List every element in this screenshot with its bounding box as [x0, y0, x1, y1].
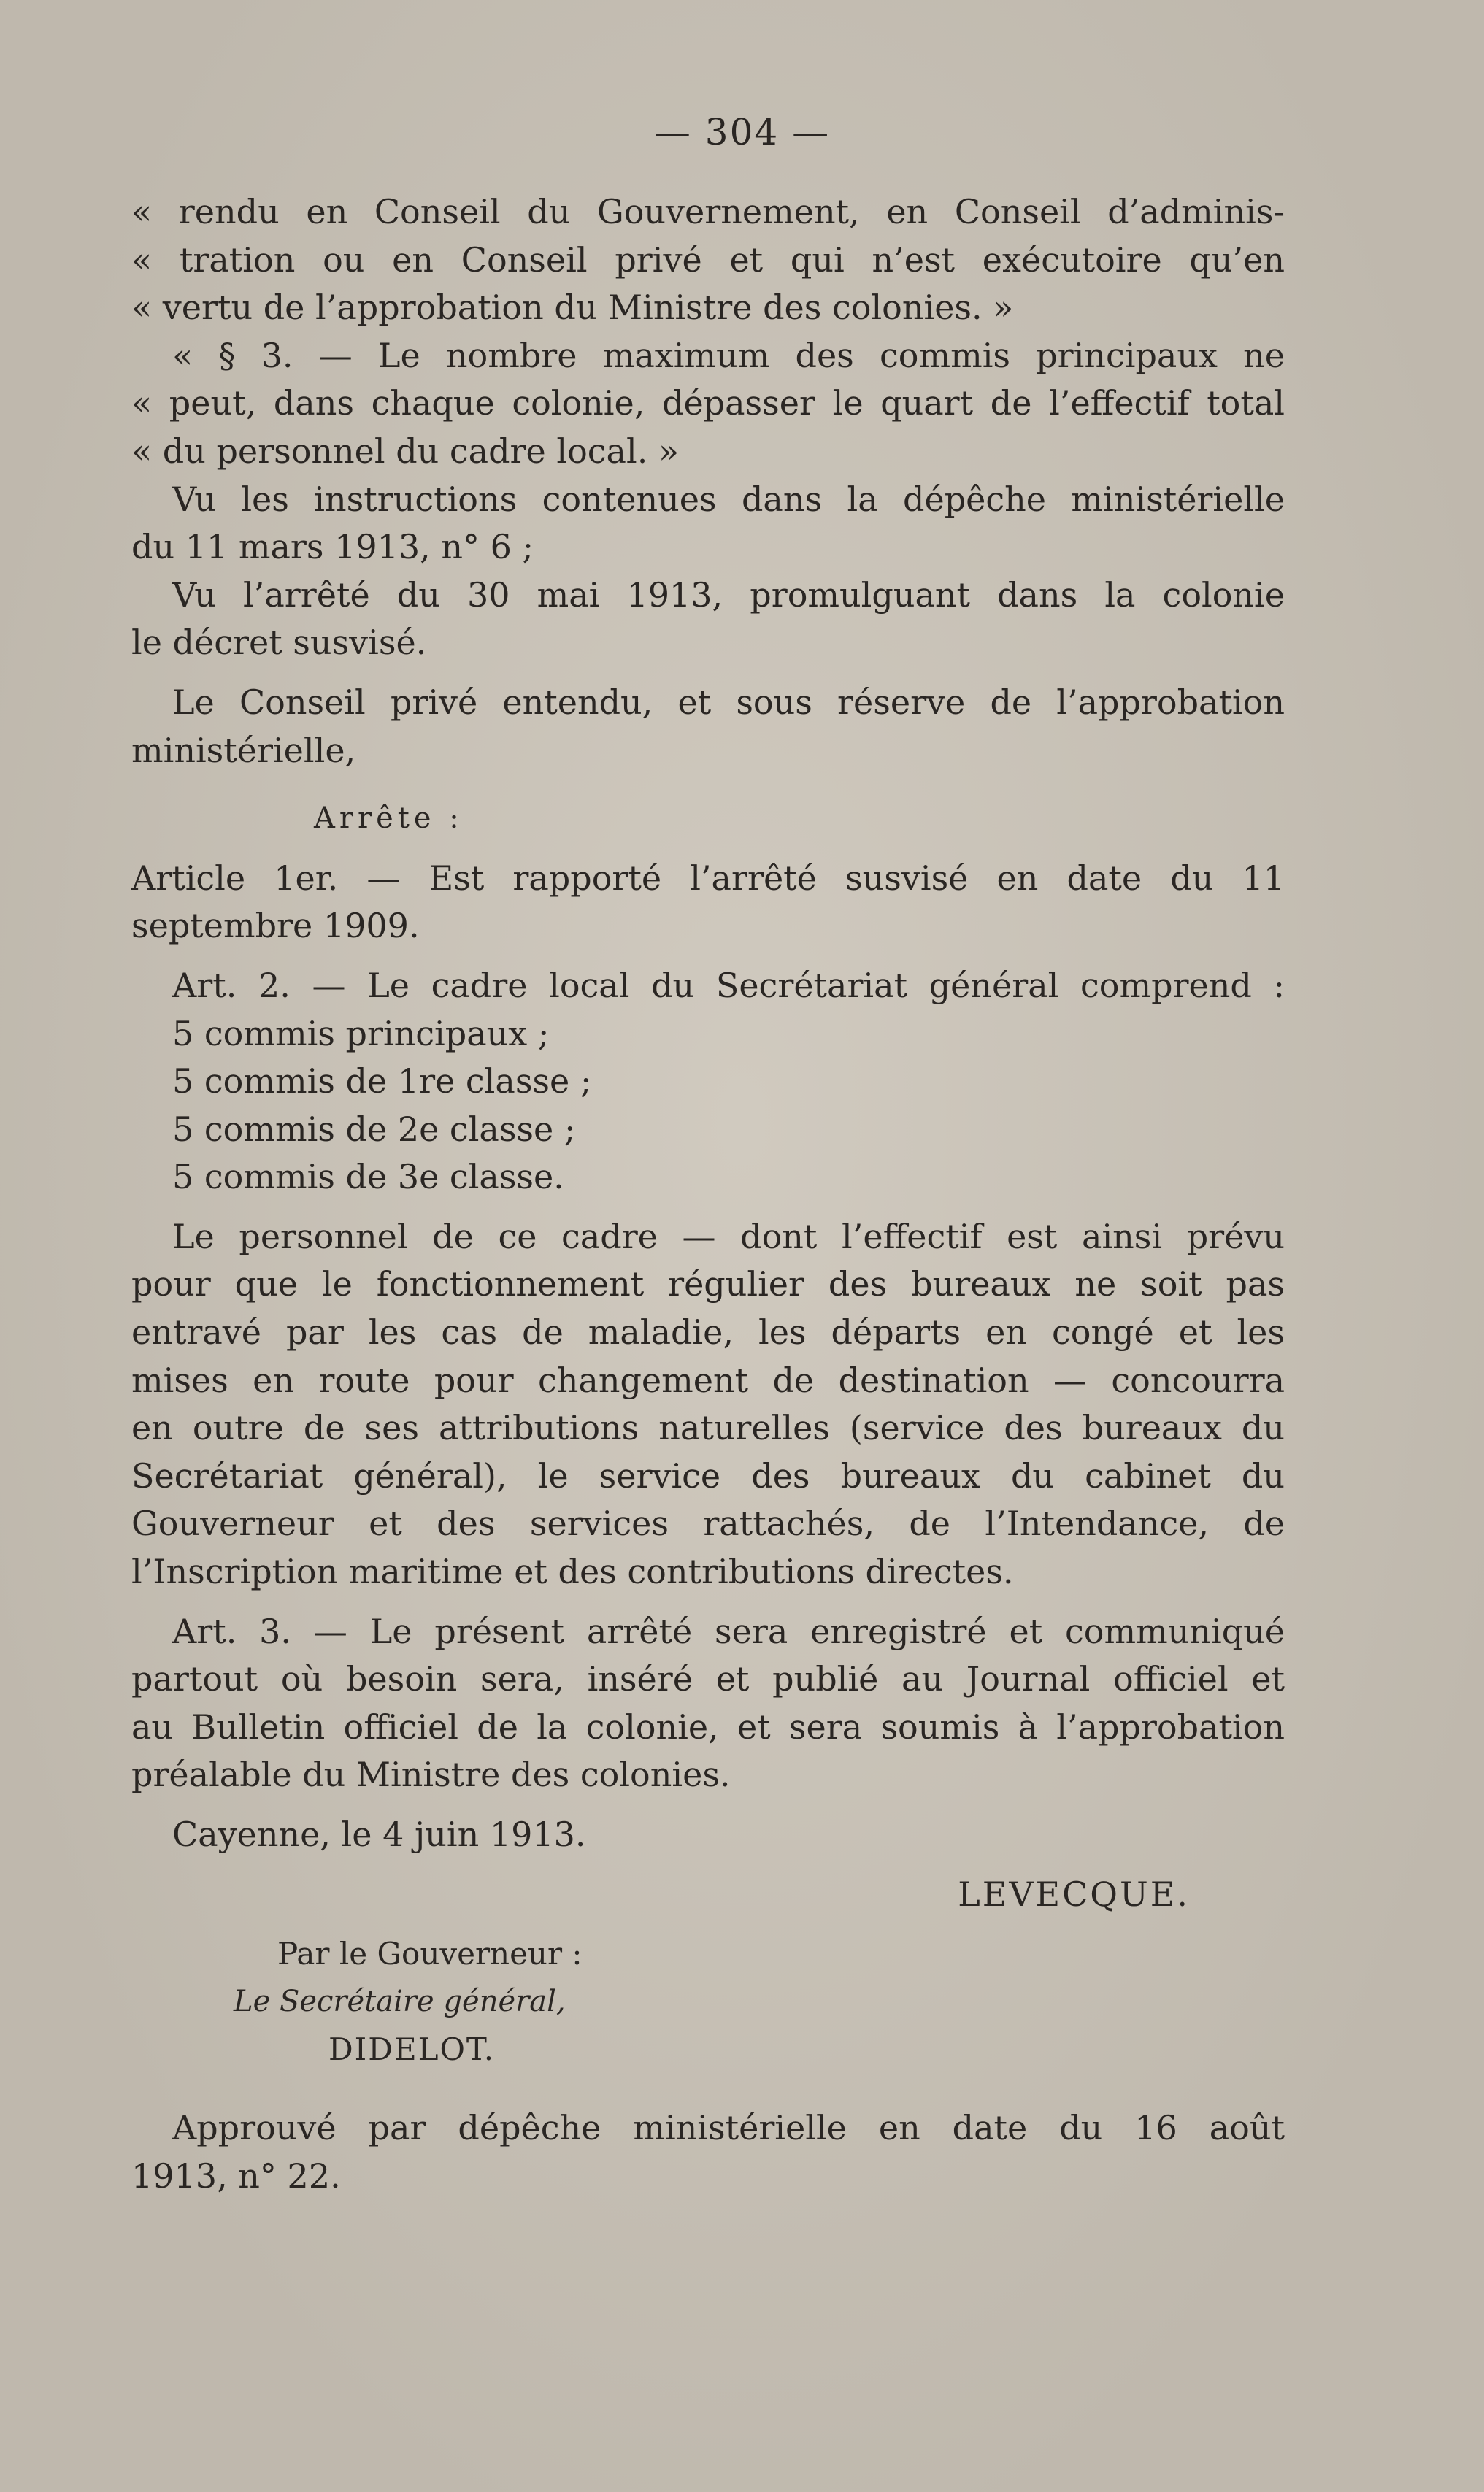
text-line: « vertu de l’approbation du Ministre des colonies. » — [131, 288, 1014, 328]
text-line: Le personnel de ce cadre — dont l’effectif est ainsi prévu — [172, 1216, 1285, 1256]
text-line: Art. 3. — Le présent arrêté sera enregistré et communiqué — [172, 1611, 1285, 1651]
list-item: 5 commis de 3e classe. — [172, 1157, 564, 1197]
list-item: 5 commis de 2e classe ; — [172, 1109, 576, 1149]
text-line: partout où besoin sera, inséré et publié au Journal officiel et — [131, 1659, 1285, 1699]
text-line: Vu les instructions contenues dans la dépêche ministérielle — [172, 479, 1285, 519]
text-line: Secrétariat général), le service des bureaux du cabinet du — [131, 1455, 1285, 1496]
text-line: « peut, dans chaque colonie, dépasser le quart de l’effectif total — [131, 383, 1285, 423]
text-line: du 11 mars 1913, n° 6 ; — [131, 527, 534, 567]
heading-arrete: Arrête : — [314, 801, 464, 836]
text-line: préalable du Ministre des colonies. — [131, 1755, 731, 1795]
list-item: 5 commis principaux ; — [172, 1013, 550, 1053]
text-line: mises en route pour changement de destination — concourra — [131, 1360, 1285, 1400]
signature-title: Le Secrétaire général, — [234, 1984, 566, 2018]
signature-secretary: DIDELOT. — [328, 2031, 496, 2068]
signature-line: Par le Gouverneur : — [277, 1936, 583, 1972]
text-line: entravé par les cas de maladie, les départs en congé et les — [131, 1312, 1285, 1353]
text-line: Le Conseil privé entendu, et sous réserve de l’approbation — [172, 682, 1285, 722]
text-line: l’Inscription maritime et des contributions directes. — [131, 1552, 1014, 1592]
text-line: le décret susvisé. — [131, 623, 427, 663]
text-line: Gouverneur et des services rattachés, de l’Intendance, de — [131, 1504, 1285, 1544]
list-item: 5 commis de 1re classe ; — [172, 1061, 592, 1101]
text-line: pour que le fonctionnement régulier des bureaux ne soit pas — [131, 1264, 1285, 1304]
text-line: Vu l’arrêté du 30 mai 1913, promulguant dans la colonie — [172, 574, 1285, 615]
text-line: Art. 2. — Le cadre local du Secrétariat général comprend : — [172, 965, 1285, 1005]
text-line: Approuvé par dépêche ministérielle en date du 16 août — [172, 2107, 1285, 2147]
text-line: 1913, n° 22. — [131, 2155, 341, 2196]
text-line: « § 3. — Le nombre maximum des commis principaux ne — [172, 335, 1285, 375]
text-line: « rendu en Conseil du Gouvernement, en Conseil d’adminis- — [131, 192, 1285, 231]
text-line: Article 1er. — Est rapporté l’arrêté susvisé en date du 11 — [131, 858, 1285, 898]
text-line: septembre 1909. — [131, 906, 420, 946]
text-line: en outre de ses attributions naturelles (service des bureaux du — [131, 1408, 1285, 1448]
text-line: « tration ou en Conseil privé et qui n’est exécutoire qu’en — [131, 239, 1285, 280]
text-line: ministérielle, — [131, 730, 356, 770]
text-line: au Bulletin officiel de la colonie, et sera soumis à l’approbation — [131, 1707, 1285, 1747]
page-number: — 304 — — [653, 111, 831, 153]
body-text — [131, 188, 1285, 2200]
place-date: Cayenne, le 4 juin 1913. — [172, 1815, 586, 1854]
text-line: « du personnel du cadre local. » — [131, 431, 680, 471]
signature-governor: LEVECQUE. — [958, 1874, 1190, 1914]
